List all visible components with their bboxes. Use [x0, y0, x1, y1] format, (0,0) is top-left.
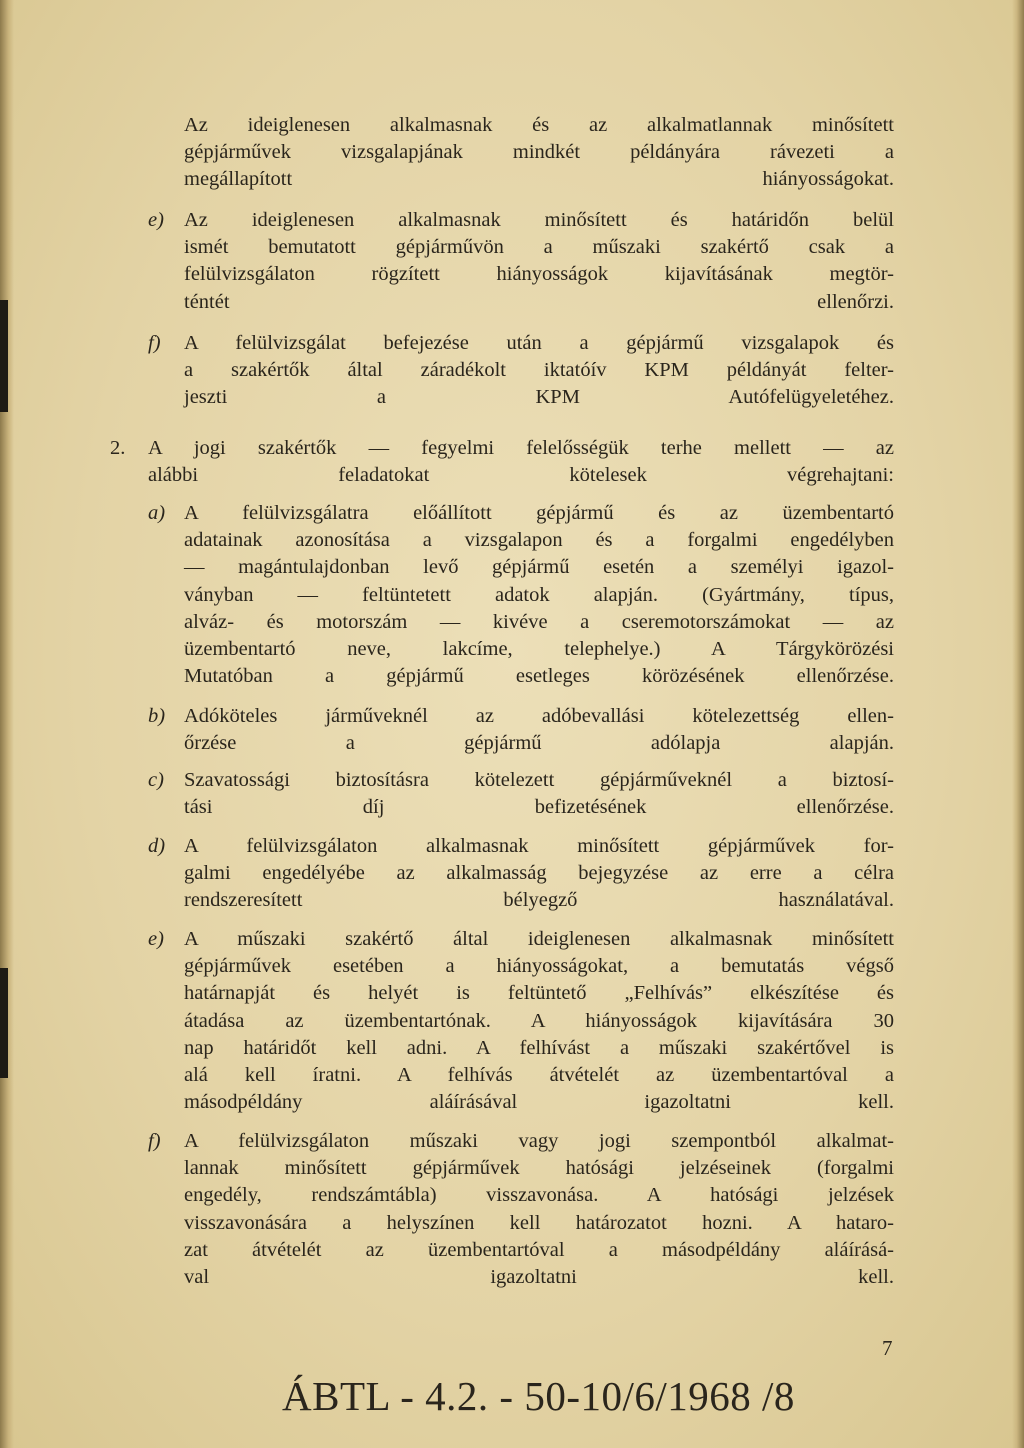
text-line: A felülvizsgálatra előállított gépjármű és az üzembentartó — [184, 502, 894, 524]
text-line: visszavonására a helyszínen kell határozatot hozni. A hataro- — [184, 1211, 894, 1234]
text-line: Adóköteles járműveknél az adóbevallási kötelezettség ellen- — [184, 705, 894, 727]
text-line: gépjárművek esetében a hiányosságokat, a bemutatás végső — [184, 955, 894, 978]
item-paragraph — [184, 1128, 894, 1291]
text-line: A felülvizsgálaton alkalmasnak minősített gépjárművek for- — [184, 835, 894, 857]
text-line: alábbi feladatokat kötelesek végrehajtani: — [148, 464, 894, 487]
item-label: a) — [148, 502, 166, 524]
text-line: val igazoltatni kell. — [184, 1266, 894, 1289]
intro-paragraph — [184, 112, 894, 194]
item-paragraph — [184, 330, 894, 412]
text-line: a szakértők által záradékolt iktatóív KPM példányát felter- — [184, 359, 894, 382]
text-line: átadása az üzembentartónak. A hiányosságok kijavítására 30 — [184, 1009, 894, 1032]
text-line: ványban — feltüntetett adatok alapján. (Gyártmány, típus, — [184, 583, 894, 606]
text-line: A jogi szakértők — fegyelmi felelősségük terhe mellett — az — [148, 437, 894, 459]
text-line: engedély, rendszámtábla) visszavonása. A hatósági jelzések — [184, 1184, 894, 1207]
text-line: adatainak azonosítása a vizsgalapon és a forgalmi engedélyben — [184, 529, 894, 552]
text-line: gépjárművek vizsgalapjának mindkét példányára rávezeti a — [184, 141, 894, 164]
item-paragraph — [184, 703, 894, 757]
text-line: galmi engedélyébe az alkalmasság bejegyzése az erre a célra — [184, 862, 894, 885]
section-number: 2. — [110, 437, 126, 459]
text-line: jeszti a KPM Autófelügyeletéhez. — [184, 386, 894, 409]
page-edge-right — [1012, 0, 1024, 1448]
item-label: c) — [148, 769, 164, 791]
text-line: üzembentartó neve, lakcíme, telephelye.) A Tárgykörözési — [184, 638, 894, 661]
item-paragraph — [184, 833, 894, 915]
item-label: e) — [148, 209, 164, 231]
text-line: felülvizsgálaton rögzített hiányosságok kijavításának megtör- — [184, 263, 894, 286]
text-line: másodpéldány aláírásával igazoltatni kell. — [184, 1091, 894, 1114]
item-paragraph — [184, 767, 894, 821]
text-line: rendszeresített bélyegző használatával. — [184, 889, 894, 912]
section-2-paragraph — [148, 435, 894, 489]
text-line: nap határidőt kell adni. A felhívást a műszaki szakértővel is — [184, 1036, 894, 1059]
item-paragraph — [184, 500, 894, 690]
text-line: zat átvételét az üzembentartóval a másodpéldány aláírásá- — [184, 1238, 894, 1261]
text-line: Szavatossági biztosításra kötelezett gépjárműveknél a biztosí- — [184, 769, 894, 791]
text-line: tási díj befizetésének ellenőrzése. — [184, 796, 894, 819]
item-label: d) — [148, 835, 166, 857]
item-label: f) — [148, 1130, 161, 1152]
text-line: megállapított hiányosságokat. — [184, 168, 894, 191]
text-line: határnapját és helyét is feltüntető „Felhívás” elkészítése és — [184, 982, 894, 1005]
text-line: téntét ellenőrzi. — [184, 290, 894, 313]
text-line: — magántulajdonban levő gépjármű esetén a személyi igazol- — [184, 556, 894, 579]
punch-hole-mark — [0, 300, 8, 412]
item-label: e) — [148, 928, 164, 950]
text-line: Mutatóban a gépjármű esetleges körözésének ellenőrzése. — [184, 665, 894, 688]
page-edge-left — [0, 0, 14, 1448]
text-line: Az ideiglenesen alkalmasnak és az alkalmatlannak minősített — [184, 114, 894, 136]
item-paragraph — [184, 926, 894, 1116]
text-line: őrzése a gépjármű adólapja alapján. — [184, 732, 894, 755]
text-line: ismét bemutatott gépjárművön a műszaki szakértő csak a — [184, 236, 894, 259]
archive-reference-stamp: ÁBTL - 4.2. - 50-10/6/1968 /8 — [282, 1373, 795, 1419]
text-line: alá kell íratni. A felhívás átvételét az üzembentartóval a — [184, 1064, 894, 1087]
text-line: alváz- és motorszám — kivéve a cseremotorszámokat — az — [184, 610, 894, 633]
item-paragraph — [184, 207, 894, 316]
text-line: A műszaki szakértő által ideiglenesen alkalmasnak minősített — [184, 928, 894, 950]
text-line: A felülvizsgálaton műszaki vagy jogi szempontból alkalmat- — [184, 1130, 894, 1152]
punch-hole-mark — [0, 968, 8, 1078]
item-label: b) — [148, 705, 166, 727]
page-number: 7 — [882, 1336, 893, 1360]
text-line: Az ideiglenesen alkalmasnak minősített és határidőn belül — [184, 209, 894, 231]
text-line: A felülvizsgálat befejezése után a gépjármű vizsgalapok és — [184, 332, 894, 354]
text-line: lannak minősített gépjárművek hatósági jelzéseinek (forgalmi — [184, 1157, 894, 1180]
item-label: f) — [148, 332, 161, 354]
